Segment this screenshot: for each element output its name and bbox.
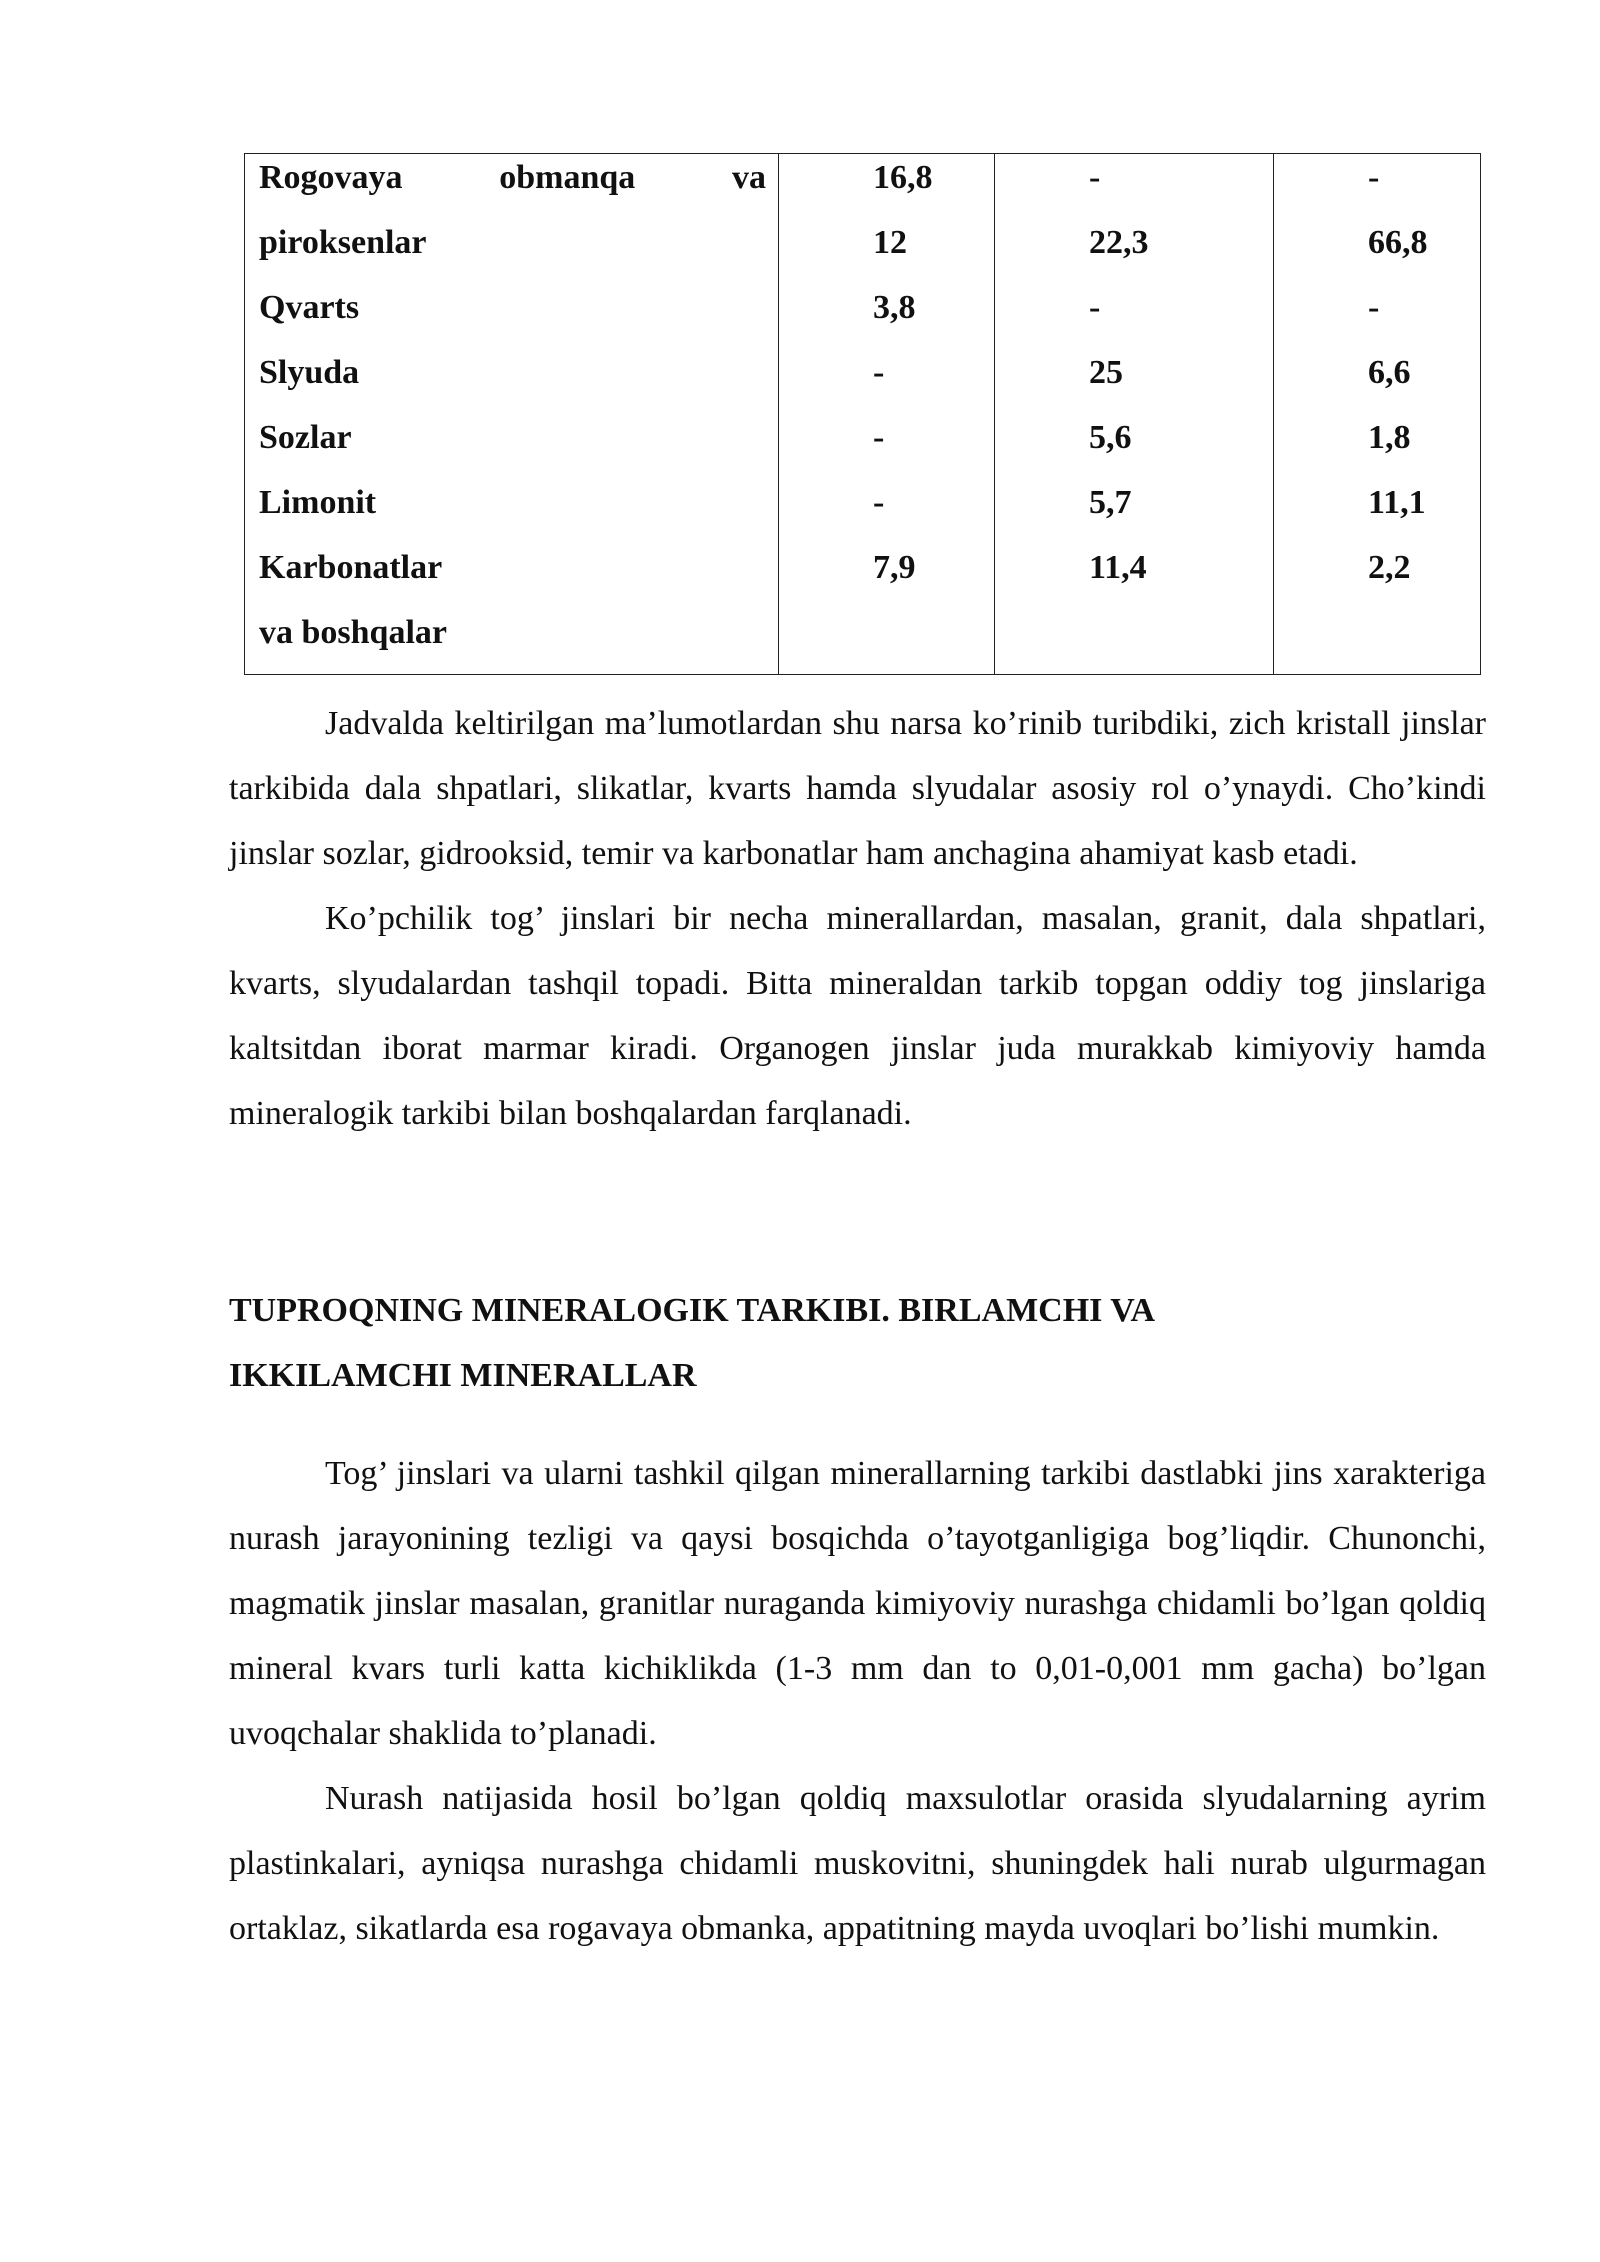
table-value: - [1368, 289, 1380, 326]
table-value: 16,8 [873, 159, 933, 196]
table-row [245, 154, 1481, 675]
mineral-name: Limonit [259, 484, 377, 521]
table-value: 66,8 [1368, 224, 1428, 261]
table-value: 5,6 [1089, 419, 1132, 456]
table-value: 5,7 [1089, 484, 1132, 521]
paragraph: Ko’pchilik tog’ jinslari bir necha minerallardan, masalan, granit, dala shpatlari, kvarts, slyudalardan tashqil topadi. Bitta mineraldan tarkib topgan oddiy tog jinslariga kaltsitdan iborat marmar kiradi. Organogen jinslar juda murakkab kimiyoviy hamda mineralogik tarkibi bilan boshqalardan farqlanadi. [229, 900, 1486, 1132]
mineral-name-word: va [732, 159, 766, 196]
table-value: - [873, 484, 885, 521]
mineral-name: Sozlar [259, 419, 352, 456]
body-text-top [229, 691, 1486, 1146]
section-heading-line: IKKILAMCHI MINERALLAR [229, 1357, 697, 1394]
mineral-name: Qvarts [259, 289, 360, 326]
mineral-name-word: obmanqa [499, 159, 636, 196]
table-value: 3,8 [873, 289, 916, 326]
mineral-name: piroksenlar [259, 224, 427, 261]
mineral-name: Karbonatlar [259, 549, 443, 586]
mineral-name: va boshqalar [259, 614, 447, 651]
table-value [873, 609, 982, 674]
paragraph: Tog’ jinslari va ularni tashkil qilgan minerallarning tarkibi dastlabki jins xarakteriga nurash jarayonining tezligi va qaysi bosqichda o’tayotganligiga bog’liqdir. Chunonchi, magmatik jinslar masalan, granitlar nuraganda kimiyoviy nurashga chidamli bo’lgan qoldiq mineral kvars turli katta kichiklikda (1-3 mm dan to 0,01-0,001 mm gacha) bo’lgan uvoqchalar shaklida to’planadi. [229, 1455, 1486, 1752]
table-value: 11,1 [1368, 484, 1426, 521]
table-value: - [1089, 289, 1101, 326]
table-value: 12 [873, 224, 907, 261]
mineral-name-word: Rogovaya [259, 159, 403, 196]
mineral-name: Slyuda [259, 354, 360, 391]
table-value: 2,2 [1368, 549, 1411, 586]
section-heading [229, 1278, 1486, 1408]
table-value: 7,9 [873, 549, 916, 586]
table-value: 25 [1089, 354, 1123, 391]
table-value: - [873, 354, 885, 391]
table-value: 22,3 [1089, 224, 1149, 261]
table-value [1368, 609, 1468, 674]
table-cell-line [259, 154, 766, 219]
table-cell-mineral-names [245, 154, 779, 675]
table-value [1089, 609, 1261, 674]
table-cell-column-1 [779, 154, 995, 675]
table-value: 1,8 [1368, 419, 1411, 456]
body-text-bottom [229, 1441, 1486, 1961]
mineral-composition-table [244, 153, 1481, 675]
table-value: 6,6 [1368, 354, 1411, 391]
table-value: 11,4 [1089, 549, 1147, 586]
table-value: - [1368, 159, 1380, 196]
table-value: - [873, 419, 885, 456]
table-value: - [1089, 159, 1101, 196]
table-cell-column-2 [995, 154, 1274, 675]
table-cell-column-3 [1274, 154, 1481, 675]
paragraph: Jadvalda keltirilgan ma’lumotlardan shu narsa ko’rinib turibdiki, zich kristall jinslar tarkibida dala shpatlari, slikatlar, kvarts hamda slyudalar asosiy rol o’ynaydi. Cho’kindi jinslar sozlar, gidrooksid, temir va karbonatlar ham anchagina ahamiyat kasb etadi. [229, 705, 1486, 872]
paragraph: Nurash natijasida hosil bo’lgan qoldiq maxsulotlar orasida slyudalarning ayrim plastinkalari, ayniqsa nurashga chidamli muskovitni, shuningdek hali nurab ulgurmagan ortaklaz, sikatlarda esa rogavaya obmanka, appatitning mayda uvoqlari bo’lishi mumkin. [229, 1780, 1486, 1947]
section-heading-line: TUPROQNING MINERALOGIK TARKIBI. BIRLAMCHI VA [229, 1292, 1156, 1329]
